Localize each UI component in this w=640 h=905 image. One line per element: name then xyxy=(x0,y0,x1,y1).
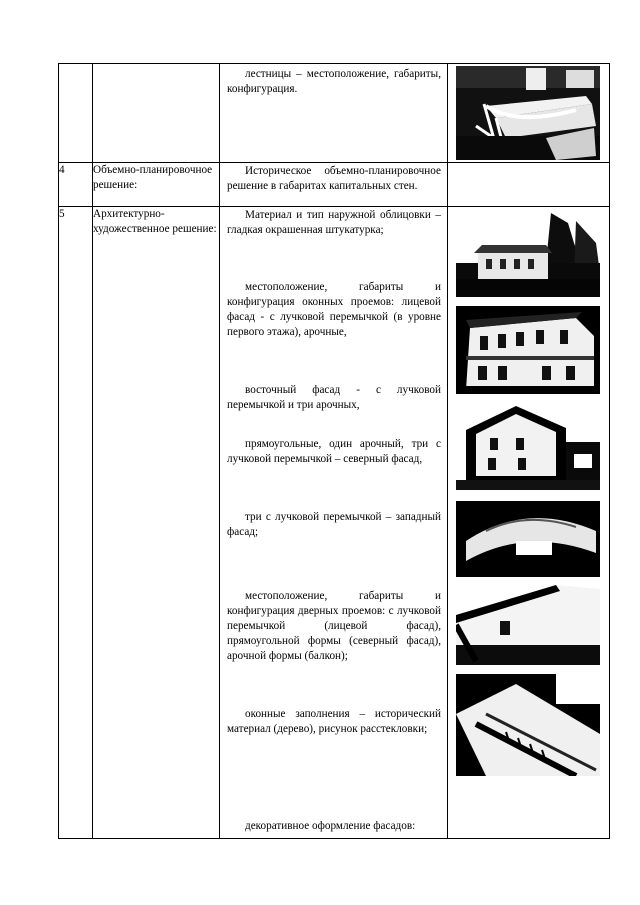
row-number xyxy=(59,64,93,163)
description-paragraph: Историческое объемно-планировочное решение в габаритах капитальных стен. xyxy=(227,165,441,192)
description-paragraph: восточный фасад - с лучковой перемычкой и три арочных, xyxy=(227,384,441,411)
balcony-photo xyxy=(456,674,600,776)
table-row xyxy=(59,64,610,163)
row-number: 5 xyxy=(59,207,93,839)
roof-detail-photo xyxy=(456,501,600,577)
building-front-photo xyxy=(456,213,600,297)
description-paragraph: три с лучковой перемычкой – западный фасад; xyxy=(227,511,441,538)
description-paragraph: местоположение, габариты и конфигурация оконных проемов: лицевой фасад - с лучковой перемычкой (в уровне первого этажа), арочные, xyxy=(227,281,441,338)
row-image-cell xyxy=(448,207,610,839)
row-name: Объемно-планировочное решение: xyxy=(93,163,220,207)
building-north-photo xyxy=(456,402,600,490)
row-description xyxy=(220,207,448,839)
description-paragraph: лестницы – местоположение, габариты, конфигурация. xyxy=(227,68,441,95)
row-image-cell xyxy=(448,64,610,163)
row-name xyxy=(93,64,220,163)
row-number: 4 xyxy=(59,163,93,207)
description-paragraph: местоположение, габариты и конфигурация дверных проемов: с лучковой перемычкой (лицевой фасад), прямоугольной формы (северный фасад), арочной формы (балкон); xyxy=(227,590,441,662)
row-description xyxy=(220,163,448,207)
description-paragraph: прямоугольные, один арочный, три с лучковой перемычкой – северный фасад, xyxy=(227,438,441,465)
row-description xyxy=(220,64,448,163)
protected-elements-table xyxy=(58,63,610,839)
row-name: Архитектурно-художественное решение: xyxy=(93,207,220,839)
description-paragraph: оконные заполнения – исторический материал (дерево), рисунок расстекловки; xyxy=(227,708,441,735)
row-image-cell xyxy=(448,163,610,207)
table-row xyxy=(59,163,610,207)
description-paragraph: декоративное оформление фасадов: xyxy=(245,820,416,832)
building-facade-photo xyxy=(456,306,600,394)
staircase-photo xyxy=(456,66,600,160)
table-row xyxy=(59,207,610,839)
description-paragraph: Материал и тип наружной облицовки – гладкая окрашенная штукатурка; xyxy=(227,209,441,236)
wall-window-photo xyxy=(456,585,600,665)
